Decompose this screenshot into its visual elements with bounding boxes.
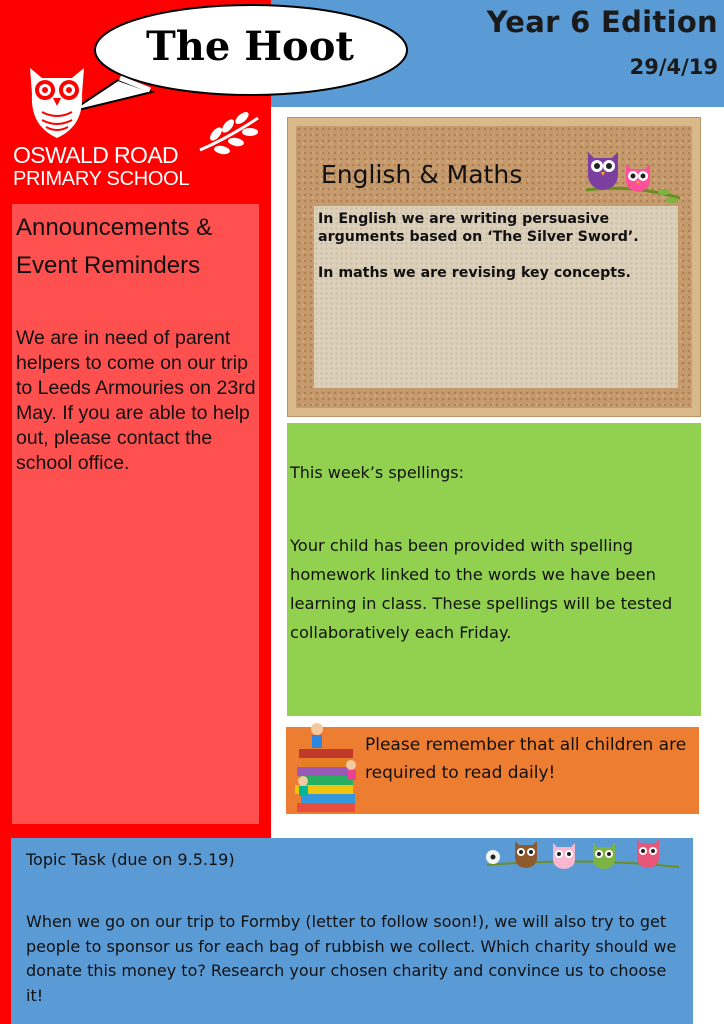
owls-row-icon [483, 835, 683, 875]
reading-reminder-text: Please remember that all children are required to read daily! [365, 735, 687, 783]
topic-task-heading: Topic Task (due on 9.5.19) [26, 850, 235, 869]
newsletter-title: The Hoot [146, 23, 354, 70]
english-maths-corkboard [287, 117, 701, 417]
edition-label: Year 6 Edition [486, 5, 718, 39]
english-text: In English we are writing persuasive arguments based on ‘The Silver Sword’. [318, 211, 639, 245]
topic-task-body: When we go on our trip to Formby (letter to follow soon!), we will also try to get people to sponsor us for each bag of rubbish we collect. Which charity should we donate this money to? Research your chosen charity and convince us to choose it! [26, 912, 677, 1005]
school-name-line2: PRIMARY SCHOOL [13, 168, 190, 190]
announcements-heading: Announcements & Event Reminders [16, 214, 213, 279]
announcements-body: We are in need of parent helpers to come on our trip to Leeds Armouries on 23rd May. If you are able to help out, please contact the school office. [16, 327, 256, 474]
book-stack-icon [293, 719, 365, 819]
english-maths-heading: English & Maths [321, 160, 523, 189]
corkboard-surface [296, 126, 692, 408]
leaf-branch-icon [198, 112, 262, 156]
owls-on-branch-icon [582, 144, 682, 206]
spellings-body: Your child has been provided with spelling homework linked to the words we have been learning in class. These spellings will be tested collaboratively each Friday. [290, 536, 673, 642]
spellings-heading: This week’s spellings: [290, 463, 465, 482]
school-name-line1: OSWALD ROAD [13, 142, 179, 168]
announcements-panel [12, 204, 259, 824]
issue-date: 29/4/19 [629, 55, 718, 79]
owl-logo-icon [24, 64, 90, 140]
spellings-panel [287, 423, 701, 716]
maths-text: In maths we are revising key concepts. [318, 265, 631, 281]
